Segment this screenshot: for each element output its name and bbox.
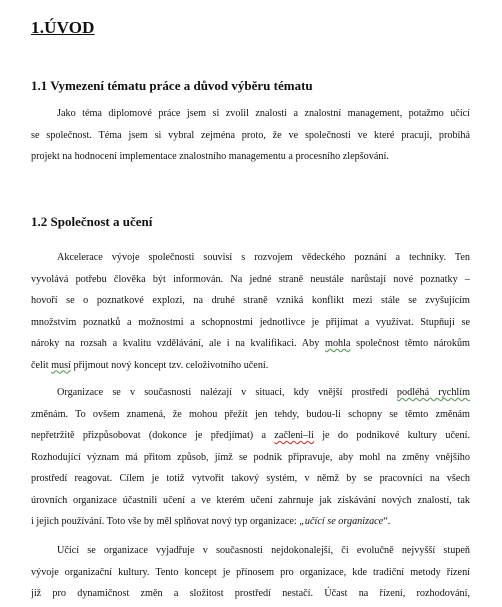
section-heading-1-2: 1.2 Společnost a učení bbox=[31, 214, 153, 229]
text-line: Učící se organizace vyjadřuje v současnosti nejdokonalejší, či evolučně nejvyšší stupeň bbox=[57, 545, 470, 556]
grammar-flagged-word: mohla bbox=[325, 338, 351, 349]
spelling-flagged-word: začleni–li bbox=[274, 430, 314, 441]
text-segment: společnost těmto nárokům bbox=[350, 338, 470, 349]
text-line: změnám. To ovšem znamená, že mohou přežít jen tehdy, budou-li schopny se těmto změnám bbox=[31, 408, 470, 420]
section-heading-1-1: 1.1 Vymezení tématu práce a důvod výběru tématu bbox=[31, 78, 313, 93]
text-line: Akcelerace vývoje společnosti souvisí s rozvojem vědeckého poznání a techniky. Ten bbox=[57, 252, 470, 263]
text-segment: čelit bbox=[31, 359, 52, 371]
text-segment: je do podnikové kultury učení. bbox=[313, 430, 470, 441]
text-line: vyvolává potřebu člověka být informován. Na jedné straně neustále narůstají nové poznatky – bbox=[31, 273, 470, 285]
text-segment: “. bbox=[383, 516, 391, 527]
text-segment: i jejich používání. Toto vše by měl splňovat nový typ organizace: bbox=[31, 516, 300, 527]
text-line: úrovních organizace účastnili učení a ve kterém učení zahrnuje jak získávání nových znalostí, tak bbox=[31, 494, 470, 506]
text-line: již pro dynamičnost změn a složitost prostředí nestačí. Účast na řízení, rozhodování, bbox=[31, 588, 470, 599]
grammar-flagged-word: musí bbox=[51, 359, 71, 371]
text-line: projekt na hodnocení implementace znalostního managementu a procesního zlepšování. bbox=[31, 151, 389, 162]
text-line: Jako téma diplomové práce jsem si zvolil znalosti a znalostní management, potažmo učící bbox=[57, 108, 470, 119]
text-line: Rozhodující význam má přitom způsob, jímž se podnik připravuje, aby mohl na změny vnějšího bbox=[31, 451, 470, 463]
paragraph-topic bbox=[31, 103, 470, 168]
text-line: množstvím poznatků a možnostmi a schopnostmi jednotlivce je přijímat a využívat. Stupňují se bbox=[31, 316, 470, 328]
text-segment: nepřetržitě přizpůsobovat (dokonce je předjímat) a bbox=[31, 430, 275, 441]
text-segment: Organizace se v současnosti nalézají v situaci, kdy vnější prostředí bbox=[57, 387, 397, 398]
text-segment: nároky na rozsah a kvalitu vzdělávání, ale i na kvalifikaci. Aby bbox=[31, 338, 326, 349]
text-line bbox=[31, 382, 470, 404]
text-line: se společnost. Téma jsem si vybral zejména proto, že ve společnosti ve které pracuji, probíhá bbox=[31, 129, 470, 141]
paragraph-society bbox=[31, 247, 470, 376]
text-line: hovoří se o poznatkové explozi, na druhé straně vzniká konflikt mezi stále se zvyšujícím bbox=[31, 295, 470, 306]
text-line bbox=[31, 425, 470, 447]
text-line: prostředí reagovat. Cílem je totiž vytvořit takový systém, v němž by se pracovníci na všech bbox=[31, 473, 470, 484]
paragraph-learning-organization bbox=[31, 540, 470, 605]
text-line: vývoje organizační kultury. Tento koncept je přínosem pro organizace, kde tradiční metody řízení bbox=[31, 566, 470, 578]
chapter-title: 1.ÚVOD bbox=[31, 18, 95, 37]
paragraph-organizations bbox=[31, 382, 470, 533]
grammar-flagged-phrase: podléhá rychlím bbox=[396, 387, 470, 398]
text-segment: přijmout nový koncept tzv. celoživotního učení. bbox=[70, 359, 269, 371]
italic-term: „učící se organizace bbox=[299, 516, 384, 527]
text-line bbox=[31, 333, 470, 355]
text-line bbox=[31, 355, 470, 377]
text-line bbox=[31, 511, 470, 533]
